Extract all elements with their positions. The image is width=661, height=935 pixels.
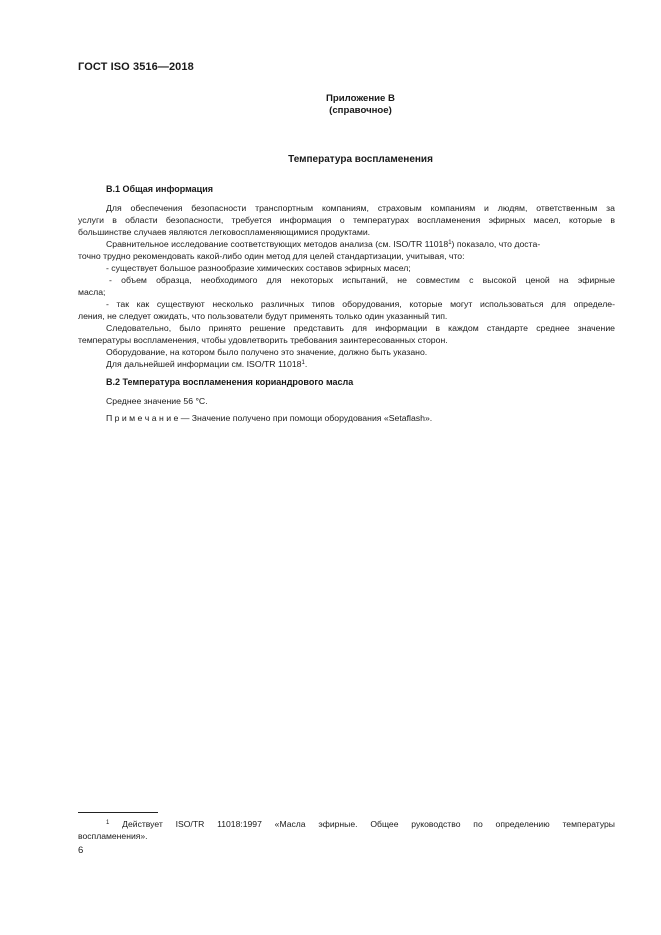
b1-p2-text-a: Сравнительное исследование соответствующих методов анализа (см. ISO/TR 11018	[106, 239, 449, 249]
footnote-line-2: воспламенения».	[78, 831, 148, 841]
b1-bullet-2-line-2: масла;	[78, 287, 106, 297]
document-code-header: ГОСТ ISO 3516—2018	[78, 61, 194, 73]
section-b2-heading: В.2 Температура воспламенения кориандрового масла	[106, 377, 354, 387]
b1-bullet-3-line-2: ления, не следует ожидать, что пользователи будут применять только один указанный тип.	[78, 311, 448, 321]
b1-bullet-3-line-1: - так как существуют несколько различных типов оборудования, которые могут использоваться для определе-	[106, 299, 615, 309]
annex-title: Приложение В	[326, 93, 395, 104]
footnote-line-1	[106, 818, 615, 830]
annex-subtitle: (справочное)	[329, 105, 392, 116]
note-label: П р и м е ч а н и е	[106, 413, 179, 423]
b1-bullet-1: - существует большое разнообразие химических составов эфирных масел;	[106, 263, 411, 273]
b1-bullet-2-line-1: - объем образца, необходимого для некоторых испытаний, не совместим с высокой ценой на эфирные	[109, 275, 615, 285]
section-title: Температура воспламенения	[288, 154, 433, 165]
b2-mean-value: Среднее значение 56 °C.	[106, 396, 208, 406]
b1-paragraph-2-line-1	[106, 238, 615, 250]
b1-paragraph-3-line-2: температуры воспламенения, чтобы удовлетворить требования заинтересованных сторон.	[78, 335, 448, 345]
b1-p5-text-b: .	[304, 359, 308, 369]
footnote-ref: 1	[448, 240, 452, 246]
footnote-ref: 1	[301, 360, 305, 366]
b1-paragraph-1-line-1: Для обеспечения безопасности транспортным компаниям, страховым компаниям и людям, ответственным за	[106, 203, 615, 213]
footnote-text-1: Действует ISO/TR 11018:1997 «Масла эфирные. Общее руководство по определению температуры	[109, 819, 615, 829]
b1-paragraph-4: Оборудование, на котором было получено это значение, должно быть указано.	[106, 347, 428, 357]
b1-paragraph-1-line-2: услуги в области безопасности, требуется информация о температурах воспламенения эфирных масел, которые в	[78, 215, 615, 225]
page-number: 6	[78, 845, 84, 856]
note-text: — Значение получено при помощи оборудования «Setaflash».	[178, 413, 433, 423]
footnote-separator	[78, 812, 158, 813]
b1-p5-text-a: Для дальнейшей информации см. ISO/TR 11018	[106, 359, 302, 369]
b2-note	[106, 413, 432, 423]
b1-paragraph-5	[106, 358, 615, 370]
b1-paragraph-3-line-1: Следовательно, было принято решение представить для информации в каждом стандарте среднее значение	[106, 323, 615, 333]
b1-p2-text-b: ) показало, что доста-	[451, 239, 541, 249]
footnote-marker: 1	[106, 820, 110, 826]
section-b1-heading: В.1 Общая информация	[106, 184, 213, 194]
b1-paragraph-2-line-2: точно трудно рекомендовать какой-либо один метод для целей стандартизации, учитывая, что:	[78, 251, 465, 261]
b1-paragraph-1-line-3: большинстве случаев являются легковоспламеняющимися продуктами.	[78, 227, 371, 237]
